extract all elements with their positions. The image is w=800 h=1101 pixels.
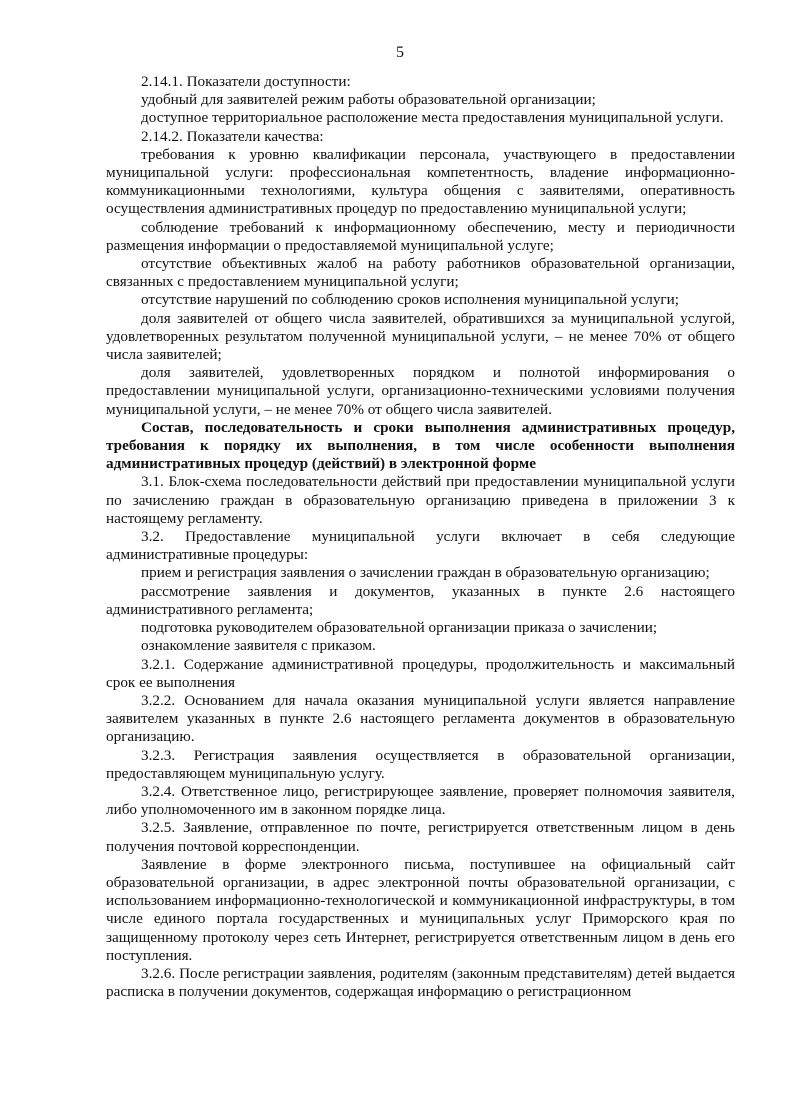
- document-body: [106, 73, 735, 1001]
- paragraph: 3.2. Предоставление муниципальной услуги включает в себя следующие административные процедуры:: [106, 528, 735, 564]
- paragraph: ознакомление заявителя с приказом.: [141, 637, 376, 655]
- paragraph: 3.2.2. Основанием для начала оказания муниципальной услуги является направление заявителем указанных в пункте 2.6 настоящего регламента документов в образовательную организацию.: [106, 691, 735, 746]
- paragraph: 3.1. Блок-схема последовательности действий при предоставлении муниципальной услуги по зачислению граждан в образовательную организацию приведена в приложении 3 к настоящему регламенту.: [106, 473, 735, 527]
- paragraph: удобный для заявителей режим работы образовательной организации;: [141, 91, 596, 109]
- paragraph: 3.2.5. Заявление, отправленное по почте, регистрируется ответственным лицом в день получения почтовой корреспонденции.: [106, 819, 735, 855]
- paragraph: доступное территориальное расположение места предоставления муниципальной услуги.: [141, 109, 724, 127]
- paragraph: отсутствие нарушений по соблюдению сроков исполнения муниципальной услуги;: [141, 291, 680, 309]
- paragraph: подготовка руководителем образовательной организации приказа о зачислении;: [141, 619, 658, 637]
- paragraph: 2.14.1. Показатели доступности:: [141, 73, 351, 90]
- page-number: 5: [396, 44, 404, 61]
- section-heading: Состав, последовательность и сроки выполнения административных процедур, требования к порядку их выполнения, в том числе особенности выполнения административных процедур (действий) в электронной форме: [106, 418, 735, 473]
- paragraph: прием и регистрация заявления о зачислении граждан в образовательную организацию;: [141, 564, 710, 582]
- paragraph: требования к уровню квалификации персонала, участвующего в предоставлении муниципальной услуги: профессиональная компетентность, владение информационно-коммуникационными технологиями, культура общения с заявителями, оперативность осуществления административных процедур по предоставлению муниципальной услуги;: [106, 145, 735, 218]
- paragraph: Заявление в форме электронного письма, поступившее на официальный сайт образовательной организации, в адрес электронной почты образовательной организации, с использованием информационно-технологической и коммуникационной инфраструктуры, в том числе единого портала государственных и муниципальных услуг Приморского края по защищенному протоколу через сеть Интернет, регистрируется ответственным лицом в день его поступления.: [106, 855, 735, 964]
- paragraph: доля заявителей, удовлетворенных порядком и полнотой информирования о предоставлении муниципальной услуги, организационно-техническими условиями получения муниципальной услуги, – не менее 70% от общего числа заявителей.: [106, 364, 735, 418]
- paragraph: 3.2.6. После регистрации заявления, родителям (законным представителям) детей выдается расписка в получении документов, содержащая информацию о регистрационном: [106, 964, 735, 1001]
- paragraph: 2.14.2. Показатели качества:: [141, 127, 324, 145]
- paragraph: доля заявителей от общего числа заявителей, обратившихся за муниципальной услугой, удовлетворенных результатом полученной муниципальной услуги, – не менее 70% от общего числа заявителей;: [106, 309, 735, 364]
- paragraph: рассмотрение заявления и документов, указанных в пункте 2.6 настоящего административного регламента;: [106, 582, 735, 618]
- paragraph: отсутствие объективных жалоб на работу работников образовательной организации, связанных с предоставлением муниципальной услуги;: [106, 255, 735, 291]
- paragraph: 3.2.3. Регистрация заявления осуществляется в образовательной организации, предоставляющем муниципальную услугу.: [106, 746, 735, 782]
- paragraph: 3.2.1. Содержание административной процедуры, продолжительность и максимальный срок ее выполнения: [106, 655, 735, 691]
- paragraph: соблюдение требований к информационному обеспечению, месту и периодичности размещения информации о предоставляемой муниципальной услуге;: [106, 218, 735, 254]
- paragraph: 3.2.4. Ответственное лицо, регистрирующее заявление, проверяет полномочия заявителя, либо уполномоченного им в законном порядке лица.: [106, 782, 735, 819]
